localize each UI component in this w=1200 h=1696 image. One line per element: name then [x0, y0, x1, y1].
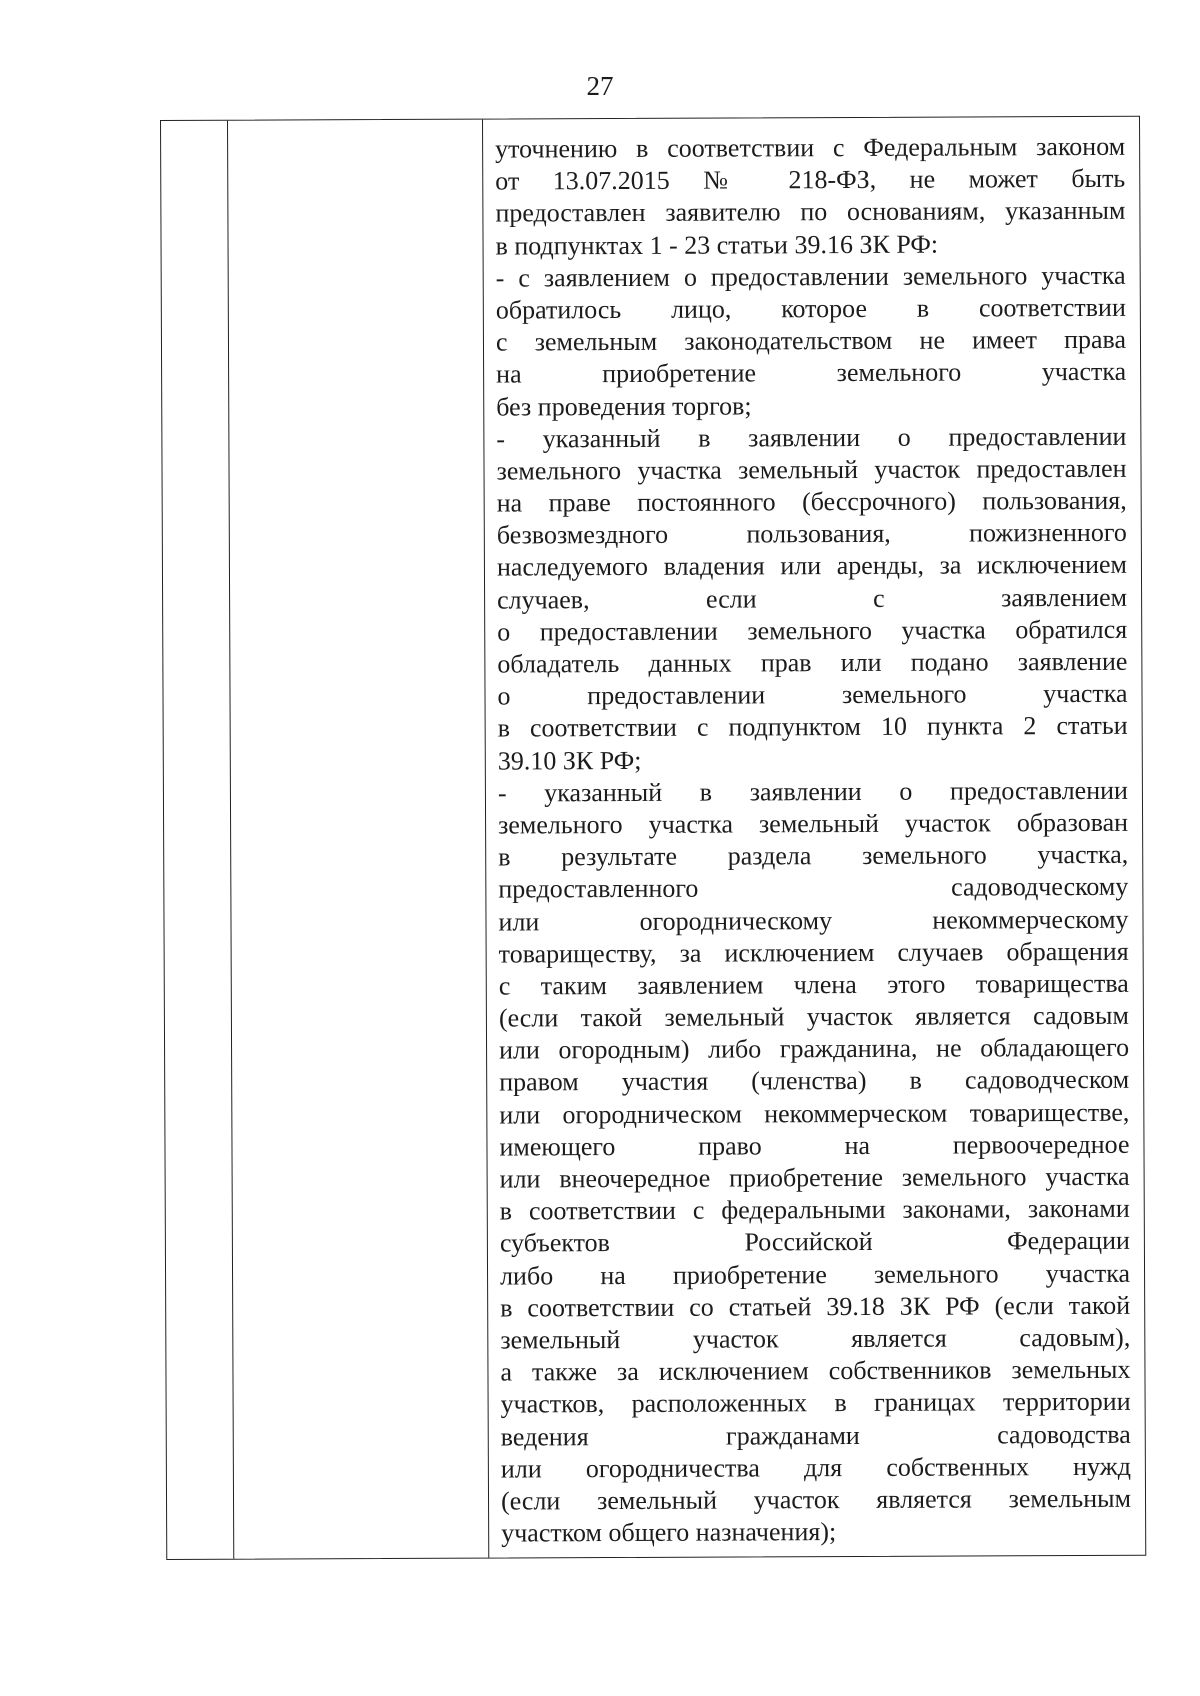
text-line: с земельным законодательством не имеет права [495, 324, 1127, 357]
text-line: - указанный в заявлении о предоставлении [497, 775, 1128, 808]
text-line: от 13.07.2015 № 218-ФЗ, не может быть [495, 163, 1126, 196]
text-line: безвозмездного пользования, пожизненного [496, 518, 1127, 550]
text-line: предоставлен заявителю по основаниям, указанным [495, 196, 1126, 228]
text-line: или огородничества для собственных нужд [500, 1451, 1131, 1484]
text-line: земельный участок является садовым), [500, 1322, 1131, 1355]
text-line: о предоставлении земельного участка [497, 678, 1128, 711]
text-line: предоставленного садоводческому [498, 872, 1129, 904]
text-line: - указанный в заявлении о предоставлении [496, 421, 1127, 454]
text-line: обладатель данных прав или подано заявление [497, 646, 1128, 679]
text-line: о предоставлении земельного участка обратился [497, 614, 1128, 647]
text-line: правом участия (членства) в садоводческом [499, 1065, 1130, 1097]
text-line: случаев, если с заявлением [497, 582, 1128, 615]
text-line: либо на приобретение земельного участка [499, 1258, 1131, 1291]
text-line: участков, расположенных в границах территории [500, 1387, 1131, 1419]
table-cell-text [483, 117, 1145, 1558]
text-line: или внеочередное приобретение земельного участка [499, 1161, 1130, 1194]
text-line: на приобретение земельного участка [496, 357, 1127, 389]
text-line: в подпунктах 1 - 23 статьи 39.16 ЗК РФ: [495, 229, 939, 261]
text-line: 39.10 ЗК РФ; [497, 745, 642, 776]
text-line: (если такой земельный участок является садовым [498, 1000, 1129, 1033]
text-line: в соответствии со статьей 39.18 ЗК РФ (если такой [500, 1290, 1131, 1323]
text-line: субъектов Российской Федерации [499, 1226, 1130, 1258]
text-line: в результате раздела земельного участка, [498, 839, 1129, 872]
table-cell-number [161, 121, 234, 1559]
document-table [160, 116, 1146, 1560]
text-line: или огородническом некоммерческом товариществе, [499, 1097, 1130, 1130]
text-line: наследуемого владения или аренды, за исключением [496, 550, 1128, 582]
text-line: без проведения торгов; [496, 390, 752, 422]
text-line: обратилось лицо, которое в соответствии [495, 292, 1126, 325]
text-line: в соответствии с подпунктом 10 пункта 2 статьи [497, 711, 1128, 743]
page-number: 27 [586, 71, 614, 101]
text-line: уточнению в соответствии с Федеральным законом [495, 131, 1126, 164]
text-line: с таким заявлением члена этого товарищества [498, 968, 1129, 1001]
text-line: имеющего право на первоочередное [499, 1129, 1130, 1162]
text-line: или огородным) либо гражданина, не обладающего [498, 1033, 1130, 1065]
text-line: на праве постоянного (бессрочного) пользования, [496, 485, 1127, 518]
text-line: (если земельный участок является земельным [500, 1483, 1132, 1516]
text-line: земельного участка земельный участок образован [498, 807, 1129, 840]
text-line: товариществу, за исключением случаев обращения [498, 936, 1129, 969]
text-line: или огородническому некоммерческому [498, 904, 1129, 937]
text-line: - с заявлением о предоставлении земельного участка [495, 260, 1126, 293]
text-line: ведения гражданами садоводства [500, 1419, 1131, 1452]
table-cell-title [228, 120, 489, 1559]
text-line: земельного участка земельный участок предоставлен [496, 453, 1127, 486]
text-line: участком общего назначения); [501, 1517, 837, 1548]
text-line: в соответствии с федеральными законами, законами [499, 1193, 1130, 1226]
text-line: а также за исключением собственников земельных [500, 1354, 1131, 1387]
